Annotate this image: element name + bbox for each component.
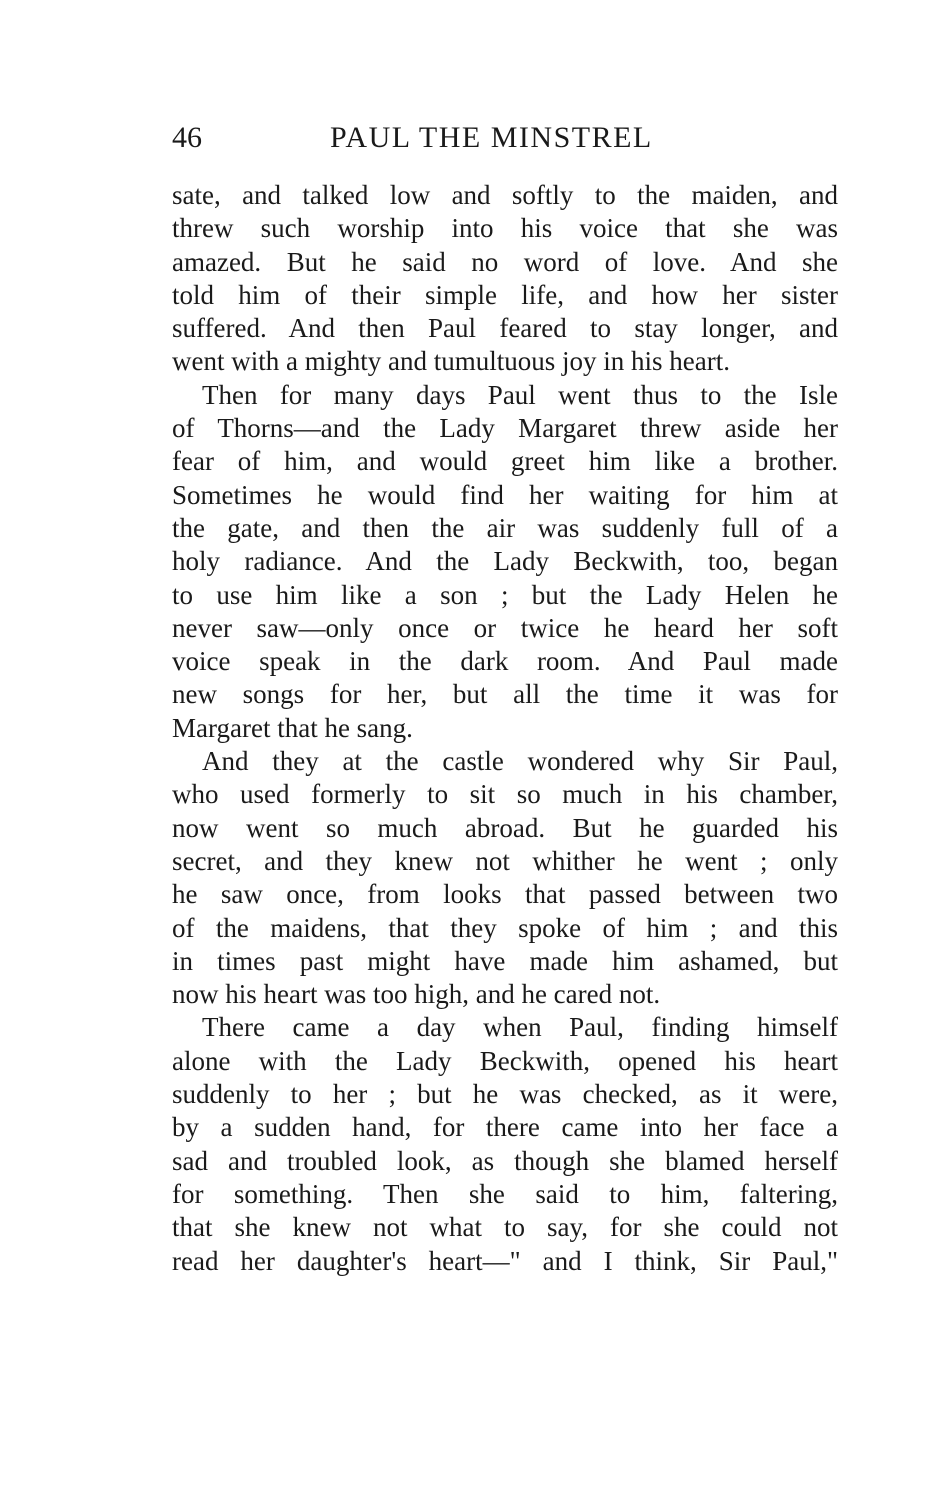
text-line: for something. Then she said to him, faltering, — [172, 1178, 838, 1209]
text-line: of Thorns—and the Lady Margaret threw aside her — [172, 413, 838, 444]
text-line: Margaret that he sang. — [172, 712, 413, 743]
text-line: who used formerly to sit so much in his chamber, — [172, 779, 838, 810]
text-line: threw such worship into his voice that she was — [172, 213, 838, 244]
body-text — [172, 179, 838, 1278]
text-line: There came a day when Paul, finding himself — [202, 1012, 838, 1043]
text-line: amazed. But he said no word of love. And she — [172, 246, 838, 277]
page-number: 46 — [172, 121, 202, 154]
text-line: suffered. And then Paul feared to stay longer, and — [172, 313, 838, 344]
text-line: he saw once, from looks that passed between two — [172, 879, 838, 910]
text-line: went with a mighty and tumultuous joy in his heart. — [172, 346, 730, 377]
text-line: Sometimes he would find her waiting for him at — [172, 479, 838, 510]
text-line: new songs for her, but all the time it was for — [172, 679, 838, 710]
running-title: PAUL THE MINSTREL — [330, 121, 653, 154]
text-line: Then for many days Paul went thus to the Isle — [202, 379, 838, 410]
text-line: of the maidens, that they spoke of him ; and this — [172, 912, 838, 943]
text-line: to use him like a son ; but the Lady Helen he — [172, 579, 838, 610]
text-line: holy radiance. And the Lady Beckwith, too, began — [172, 546, 838, 577]
text-line: in times past might have made him ashamed, but — [172, 945, 838, 976]
text-line: now went so much abroad. But he guarded his — [172, 812, 838, 843]
text-line: by a sudden hand, for there came into her face a — [172, 1112, 838, 1143]
text-line: sate, and talked low and softly to the maiden, and — [172, 180, 838, 210]
text-line: fear of him, and would greet him like a brother. — [172, 446, 838, 477]
text-line: And they at the castle wondered why Sir Paul, — [202, 746, 838, 777]
text-line: the gate, and then the air was suddenly full of a — [172, 512, 838, 543]
text-line: voice speak in the dark room. And Paul made — [172, 646, 838, 677]
text-line: read her daughter's heart—" and I think, Sir Paul," — [172, 1245, 838, 1276]
text-line: suddenly to her ; but he was checked, as it were, — [172, 1079, 838, 1110]
text-line: that she knew not what to say, for she could not — [172, 1212, 838, 1243]
text-line: secret, and they knew not whither he went ; only — [172, 845, 838, 876]
text-line: alone with the Lady Beckwith, opened his heart — [172, 1045, 838, 1076]
text-line: told him of their simple life, and how her sister — [172, 279, 838, 310]
running-head — [172, 118, 838, 158]
text-line: sad and troubled look, as though she blamed herself — [172, 1145, 838, 1176]
text-line: never saw—only once or twice he heard her soft — [172, 612, 838, 643]
text-line: now his heart was too high, and he cared not. — [172, 979, 661, 1010]
